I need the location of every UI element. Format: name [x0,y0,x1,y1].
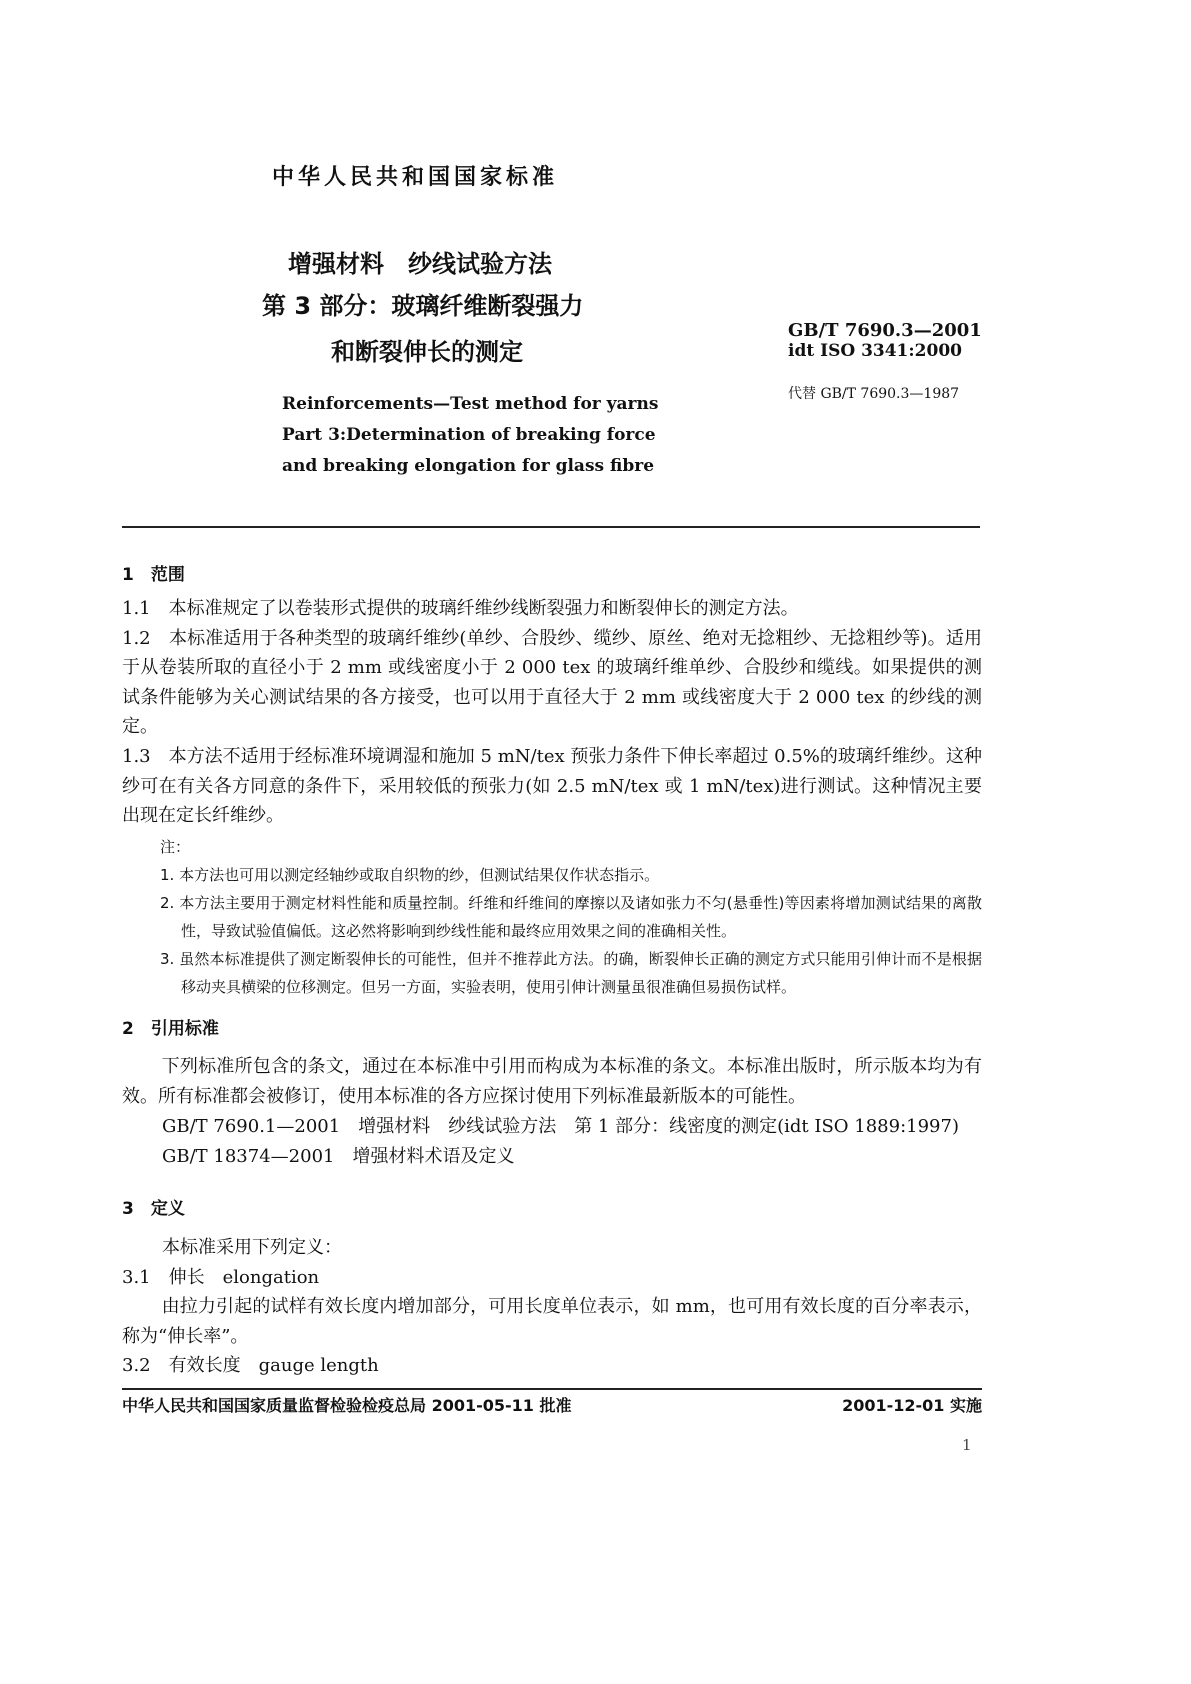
english-title-line-1: Reinforcements—Test method for yarns [282,394,659,414]
note-2: 2. 本方法主要用于测定材料性能和质量控制。纤维和纤维间的摩擦以及诸如张力不匀(悬垂性)等因素将增加测试结果的离散性，导致试验值偏低。这必然将影响到纱线性能和最终应用效果之间的准确相关性。 [160,894,982,940]
header-divider [122,526,980,528]
title-line-3: 和断裂伸长的测定 [331,338,523,366]
reference-list [162,1112,959,1171]
english-title-line-2: Part 3:Determination of breaking force [282,425,656,445]
note-3: 3. 虽然本标准提供了测定断裂伸长的可能性，但并不推荐此方法。的确，断裂伸长正确的测定方式只能用引伸计而不是根据移动夹具横梁的位移测定。但另一方面，实验表明，使用引伸计测量虽很准确但易损伤试样。 [160,950,982,996]
definition-3-1-text: 由拉力引起的试样有效长度内增加部分，可用长度单位表示，如 mm，也可用有效长度的百分率表示，称为“伸长率”。 [122,1296,982,1347]
section-3-intro: 本标准采用下列定义： [162,1237,342,1258]
approval-line: 中华人民共和国国家质量监督检验检疫总局 2001-05-11 批准 [122,1396,572,1415]
reference-item: GB/T 18374—2001 增强材料术语及定义 [162,1145,515,1167]
footer-divider [122,1388,982,1390]
definition-3-1-term: 3.1 伸长 elongation [122,1267,320,1288]
standard-number: GB/T 7690.3—2001 [788,320,982,341]
title-line-2: 第 3 部分：玻璃纤维断裂强力 [262,292,584,320]
english-title-line-3: and breaking elongation for glass fibre [282,456,655,476]
english-title [282,389,658,482]
section-1-heading: 1 范围 [122,565,185,585]
implementation-date: 2001-12-01 实施 [842,1396,982,1415]
definition-3-2-term: 3.2 有效长度 gauge length [122,1355,379,1376]
reference-item: GB/T 7690.1—2001 增强材料 纱线试验方法 第 1 部分：线密度的测定(idt ISO 1889:1997) [162,1116,959,1137]
notes-block [160,833,982,1001]
clause-1-2: 1.2 本标准适用于各种类型的玻璃纤维纱(单纱、合股纱、缆纱、原丝、绝对无捻粗纱、无捻粗纱等)。适用于从卷装所取的直径小于 2 mm 或线密度小于 2 000 tex 的玻璃纤维单纱、合股纱和缆线。如果提供的测试条件能够为关心测试结果的各方接受，也可以用于直径大于 2 mm 或线密度大于 2 000 tex 的纱线的测定。 [122,627,982,738]
section-2-intro: 下列标准所包含的条文，通过在本标准中引用而构成为本标准的条文。本标准出版时，所示版本均为有效。所有标准都会被修订，使用本标准的各方应探讨使用下列标准最新版本的可能性。 [122,1056,982,1107]
replaces-standard: 代替 GB/T 7690.3—1987 [788,386,960,402]
national-standard-header: 中华人民共和国国家标准 [272,165,559,190]
section-1-body [122,594,982,831]
section-2-heading: 2 引用标准 [122,1019,219,1039]
clause-1-1: 1.1 本标准规定了以卷装形式提供的玻璃纤维纱线断裂强力和断裂伸长的测定方法。 [122,598,799,619]
section-3-heading: 3 定义 [122,1199,185,1219]
page-number: 1 [962,1436,972,1454]
note-1: 1. 本方法也可用以测定经轴纱或取自织物的纱，但测试结果仅作状态指示。 [160,866,660,884]
notes-label: 注： [160,838,191,856]
title-line-1: 增强材料 纱线试验方法 [288,250,552,278]
clause-1-3: 1.3 本方法不适用于经标准环境调湿和施加 5 mN/tex 预张力条件下伸长率超过 0.5%的玻璃纤维纱。这种纱可在有关各方同意的条件下，采用较低的预张力(如 2.5 mN/tex 或 1 mN/tex)进行测试。这种情况主要出现在定长纤维纱。 [122,745,982,827]
idt-reference: idt ISO 3341:2000 [788,341,962,361]
